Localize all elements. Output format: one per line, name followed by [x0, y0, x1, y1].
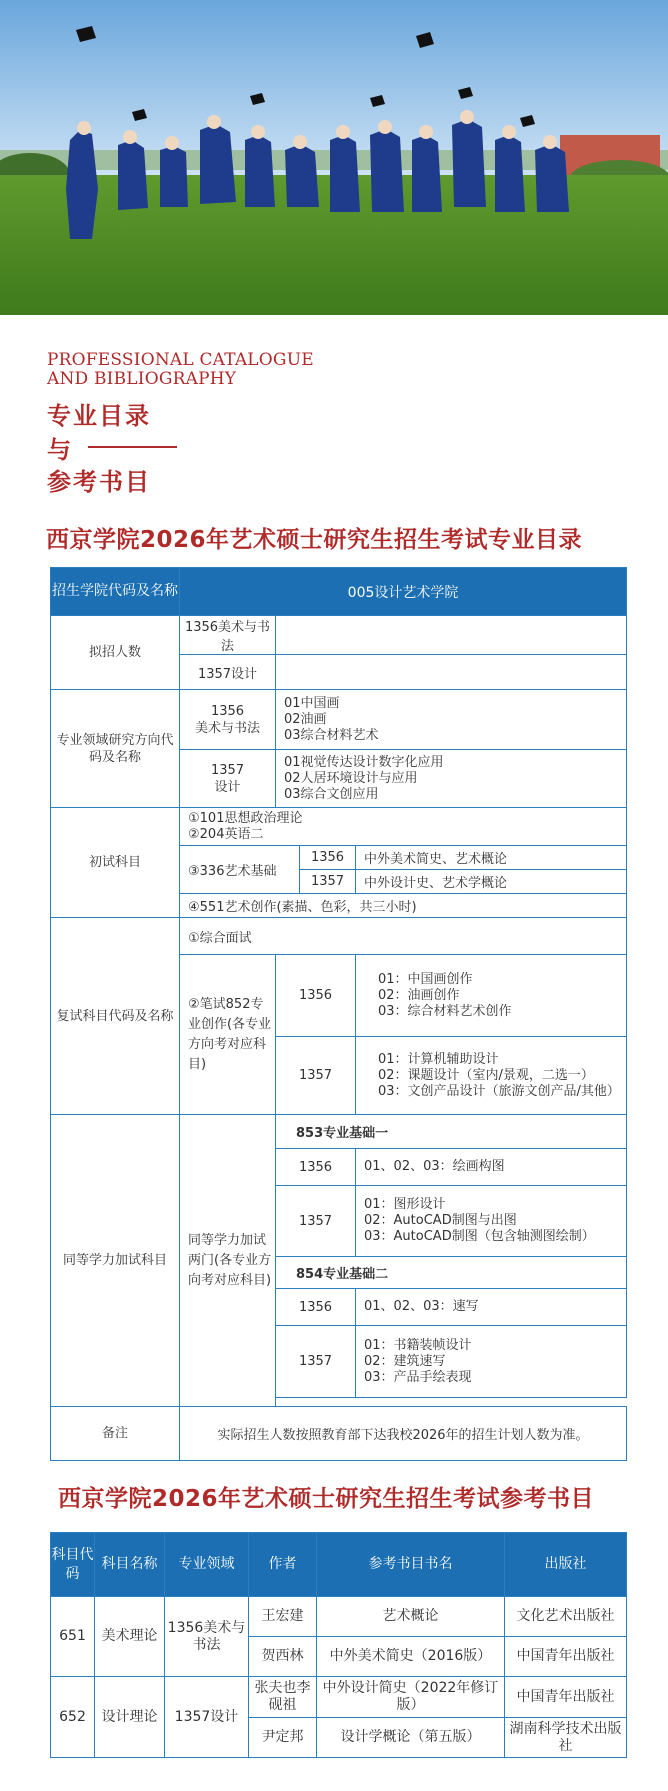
catalogue-heading-cn-line3: 参考书目 — [47, 467, 151, 496]
college-name: 005设计艺术学院 — [180, 568, 627, 616]
research-major: 1356 美术与书法 — [180, 690, 276, 750]
heading-divider — [88, 446, 177, 448]
first-exam-subjects: ①101思想政治理论 ②204英语二 — [180, 808, 627, 846]
book-title: 中外美术简史（2016版） — [317, 1637, 505, 1677]
col-header-code: 科目代码 — [51, 1533, 95, 1597]
catalogue-heading-en: PROFESSIONAL CATALOGUE AND BIBLIOGRAPHY — [47, 350, 314, 389]
equivalent-code: 1356 — [276, 1149, 356, 1186]
enrollment-count — [276, 655, 627, 690]
equivalent-code: 1357 — [276, 1326, 356, 1398]
enrollment-count — [276, 616, 627, 655]
first-exam-content: 中外设计史、艺术学概论 — [356, 870, 627, 894]
equivalent-desc: 同等学力加试两门(各专业方向考对应科目) — [180, 1115, 276, 1407]
college-header-label: 招生学院代码及名称 — [51, 568, 180, 616]
retest-label: 复试科目代码及名称 — [51, 918, 180, 1115]
retest-interview: ①综合面试 — [180, 918, 627, 955]
book-publisher: 中国青年出版社 — [505, 1637, 627, 1677]
enrollment-major: 1356美术与书法 — [180, 616, 276, 655]
reference-books-title: 西京学院2026年艺术硕士研究生招生考试参考书目 — [58, 1486, 595, 1512]
book-author: 尹定邦 — [249, 1718, 317, 1758]
first-exam-label: 初试科目 — [51, 808, 180, 918]
hero-graduation-photo — [0, 0, 668, 315]
major-catalogue-table — [50, 567, 627, 1461]
research-directions: 01视觉传达设计数字化应用 02人居环境设计与应用 03综合文创应用 — [276, 750, 627, 808]
research-directions: 01中国画 02油画 03综合材料艺术 — [276, 690, 627, 750]
subject-name: 设计理论 — [95, 1677, 165, 1758]
book-author: 贺西林 — [249, 1637, 317, 1677]
equivalent-items: 01、02、03：绘画构图 — [356, 1149, 627, 1186]
equivalent-label: 同等学力加试科目 — [51, 1115, 180, 1407]
retest-items: 01：中国画创作 02：油画创作 03：综合材料艺术创作 — [356, 955, 627, 1037]
col-header-name: 科目名称 — [95, 1533, 165, 1597]
note-label: 备注 — [51, 1407, 180, 1461]
subject-field: 1356美术与书法 — [165, 1597, 249, 1677]
book-publisher: 湖南科学技术出版社 — [505, 1718, 627, 1758]
catalogue-heading-cn-line1: 专业目录 — [47, 401, 151, 430]
retest-items: 01：计算机辅助设计 02：课题设计（室内/景观，二选一） 03：文创产品设计（旅游文创产品/其他） — [356, 1037, 627, 1115]
first-exam-subject4: ④551艺术创作(素描、色彩，共三小时) — [180, 894, 627, 918]
research-label: 专业领域研究方向代码及名称 — [51, 690, 180, 808]
col-header-field: 专业领域 — [165, 1533, 249, 1597]
equivalent-group2-title: 854专业基础二 — [276, 1257, 627, 1289]
equivalent-code: 1357 — [276, 1186, 356, 1257]
note-text: 实际招生人数按照教育部下达我校2026年的招生计划人数为准。 — [180, 1407, 627, 1461]
book-publisher: 中国青年出版社 — [505, 1677, 627, 1718]
book-author: 张夫也李砚祖 — [249, 1677, 317, 1718]
major-catalogue-title: 西京学院2026年艺术硕士研究生招生考试专业目录 — [46, 527, 583, 553]
book-title: 艺术概论 — [317, 1597, 505, 1637]
reference-books-table — [50, 1532, 627, 1758]
first-exam-subject3: ③336艺术基础 — [180, 846, 300, 894]
subject-field: 1357设计 — [165, 1677, 249, 1758]
research-major: 1357 设计 — [180, 750, 276, 808]
equivalent-group1-title: 853专业基础一 — [276, 1115, 627, 1149]
book-title: 中外设计简史（2022年修订版） — [317, 1677, 505, 1718]
retest-written-label: ②笔试852专业创作(各专业方向考对应科目) — [180, 955, 276, 1115]
book-publisher: 文化艺术出版社 — [505, 1597, 627, 1637]
col-header-author: 作者 — [249, 1533, 317, 1597]
enrollment-major: 1357设计 — [180, 655, 276, 690]
enrollment-label: 拟招人数 — [51, 616, 180, 690]
col-header-title: 参考书目书名 — [317, 1533, 505, 1597]
book-author: 王宏建 — [249, 1597, 317, 1637]
book-title: 设计学概论（第五版） — [317, 1718, 505, 1758]
first-exam-code: 1357 — [300, 870, 356, 894]
col-header-publisher: 出版社 — [505, 1533, 627, 1597]
equivalent-items: 01：图形设计 02：AutoCAD制图与出图 03：AutoCAD制图（包含轴测图绘制） — [356, 1186, 627, 1257]
first-exam-code: 1356 — [300, 846, 356, 870]
subject-code: 652 — [51, 1677, 95, 1758]
retest-code: 1356 — [276, 955, 356, 1037]
equivalent-code: 1356 — [276, 1289, 356, 1326]
equivalent-items: 01：书籍装帧设计 02：建筑速写 03：产品手绘表现 — [356, 1326, 627, 1398]
first-exam-content: 中外美术简史、艺术概论 — [356, 846, 627, 870]
subject-name: 美术理论 — [95, 1597, 165, 1677]
retest-code: 1357 — [276, 1037, 356, 1115]
catalogue-heading-cn-line2: 与 — [47, 435, 73, 464]
equivalent-items: 01、02、03：速写 — [356, 1289, 627, 1326]
subject-code: 651 — [51, 1597, 95, 1677]
